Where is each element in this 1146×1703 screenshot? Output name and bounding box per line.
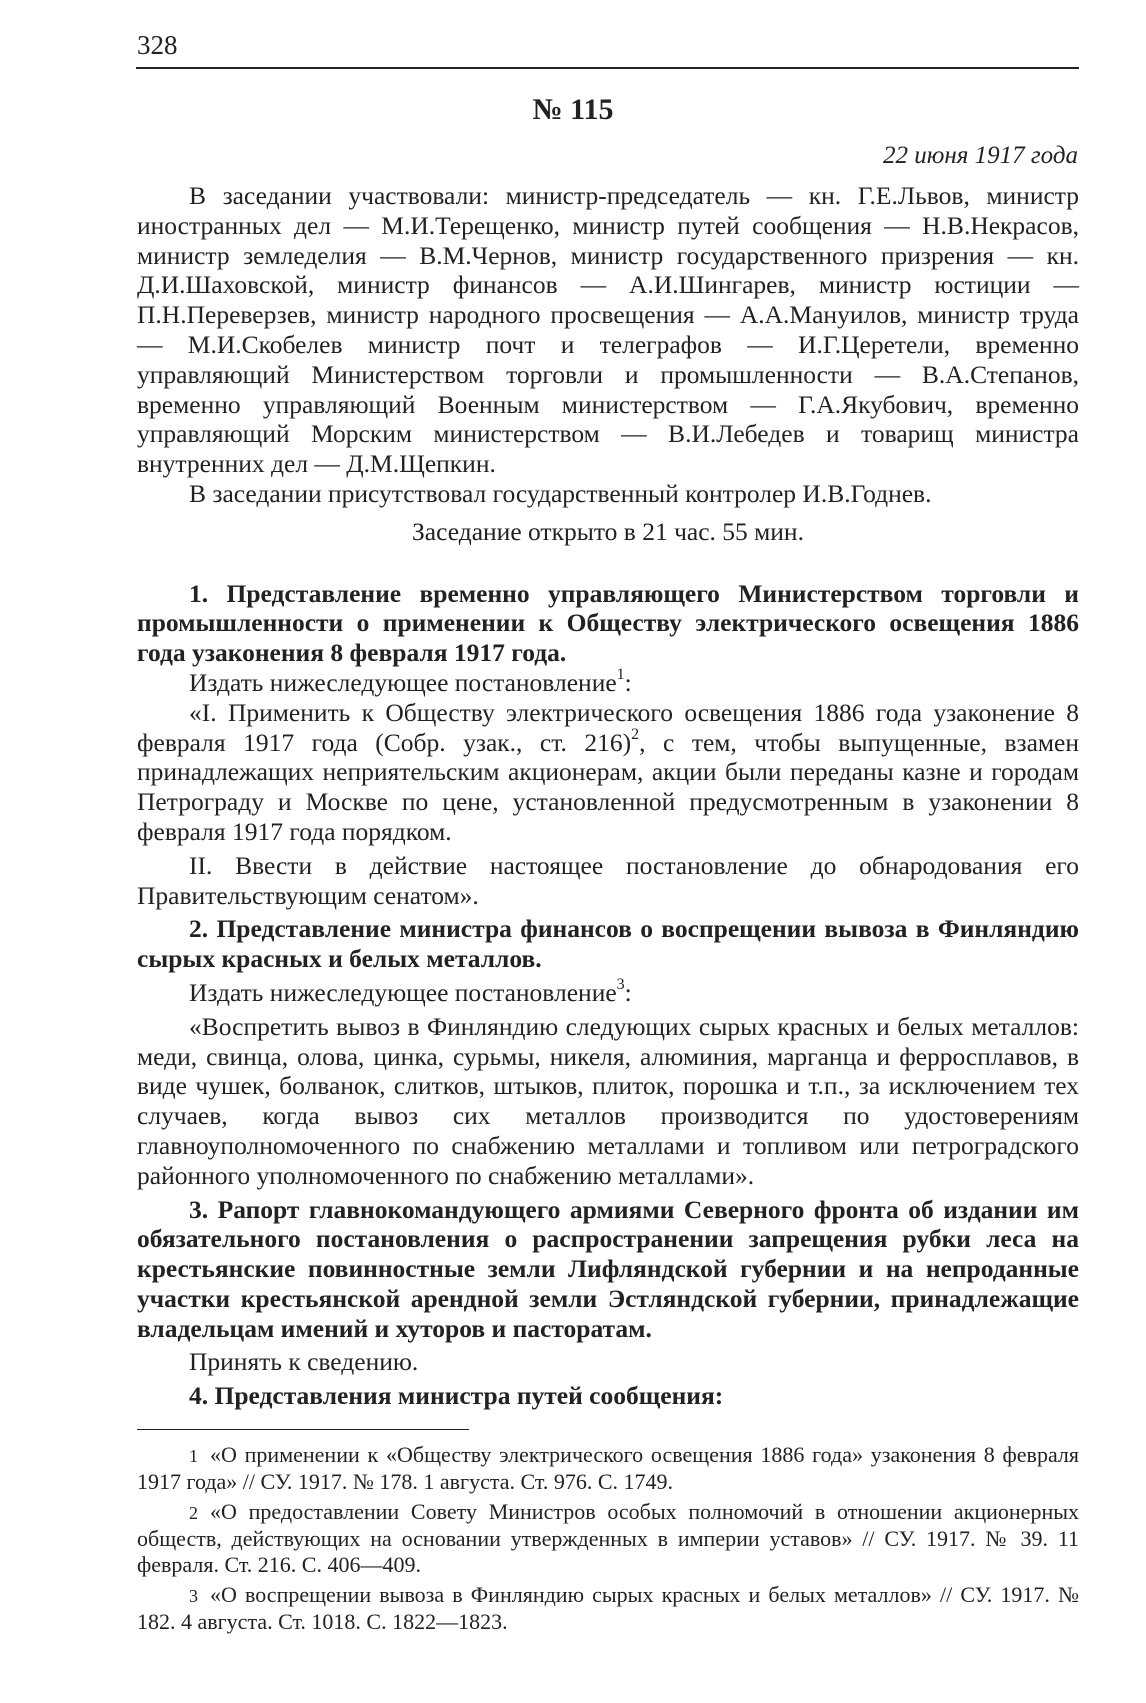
header-rule	[136, 67, 1079, 69]
footnote-rule	[137, 1429, 469, 1430]
item-2-heading: 2. Представление министра финансов о воспрещении вывоза в Финляндию сырых красных и белых металлов.	[137, 914, 1079, 974]
page-number: 328	[137, 30, 178, 60]
item-1-decision-tail: :	[624, 667, 632, 697]
footnote-2-text: «О предоставлении Совету Министров особых полномочий в отношении акционерных обществ, действующих на основании утвержденных в империи уставов» // СУ. 1917. № 39. 11 февраля. Ст. 216. С. 406—409.	[137, 1499, 1079, 1578]
item-3-decision: Принять к сведению.	[189, 1347, 419, 1377]
document-date: 22 июня 1917 года	[883, 142, 1078, 169]
footnote-3-text: «О воспрещении вывоза в Финляндию сырых красных и белых металлов» // СУ. 1917. № 182. 4 августа. Ст. 1018. С. 1822—1823.	[137, 1582, 1079, 1635]
item-1-decision	[137, 668, 1079, 698]
item-1-decision-text: Издать нижеследующее постановление	[189, 667, 617, 697]
item-2-decision	[137, 978, 1079, 1008]
document-number: № 115	[532, 93, 614, 126]
item-1-point-2: II. Ввести в действие настоящее постановление до обнародования его Правительствующим сенатом».	[137, 850, 1079, 910]
item-1-point-1-text-a: «I. Применить к Обществу электрического освещения 1886 года узаконение 8 февраля 1917 года (Собр. узак., ст. 216)	[137, 697, 1079, 757]
item-2-decision-text: Издать нижеследующее постановление	[189, 977, 617, 1007]
footnote-ref-1: 1	[616, 666, 625, 684]
item-1-point-1	[137, 698, 1079, 847]
item-1-heading: 1. Представление временно управляющего Министерством торговли и промышленности о применении к Обществу электрического освещения 1886 года узаконения 8 февраля 1917 года.	[137, 578, 1079, 668]
footnote-1-text: «О применении к «Обществу электрического освещения 1886 года» узаконения 8 февраля 1917 года» // СУ. 1917. № 178. 1 августа. Ст. 976. С. 1749.	[137, 1442, 1079, 1495]
item-2-text: «Воспретить вывоз в Финляндию следующих сырых красных и белых металлов: меди, свинца, олова, цинка, сурьмы, никеля, алюминия, марганца и ферросплавов, в виде чушек, болванок, слитков, штыков, плиток, порошка и т.п., за исключением тех случаев, когда вывоз сих металлов производится по удостоверениям главноуполномоченного по снабжению металлами и топливом или петроградского районного уполномоченного по снабжению металлами».	[137, 1011, 1079, 1190]
present-paragraph: В заседании присутствовал государственный контролер И.В.Годнев.	[189, 478, 932, 508]
footnote-2	[137, 1499, 1079, 1578]
item-3-heading: 3. Рапорт главнокомандующего армиями Северного фронта об издании им обязательного постановления о распространении запрещения рубки леса на крестьянские повинностные земли Лифляндской губернии и на непроданные участки крестьянской арендной земли Эстляндской губернии, принадлежащие владельцам имений и хуторов и пасторатам.	[137, 1194, 1079, 1343]
footnote-3-mark: 3	[189, 1586, 198, 1607]
footnote-1	[137, 1442, 1079, 1495]
footnote-ref-2: 2	[631, 726, 640, 744]
session-opened: Заседание открыто в 21 час. 55 мин.	[412, 516, 804, 546]
participants-paragraph: В заседании участвовали: министр-председатель — кн. Г.Е.Львов, министр иностранных дел — М.И.Терещенко, министр путей сообщения — Н.В.Некрасов, министр земледелия — В.М.Чернов, министр государственного призрения — кн. Д.И.Шаховской, министр финансов — А.И.Шингарев, министр юстиции — П.Н.Переверзев, министр народного просвещения — А.А.Мануилов, министр труда — М.И.Скобелев министр почт и телеграфов — И.Г.Церетели, временно управляющий Министерством торговли и промышленности — В.А.Степанов, временно управляющий Военным министерством — Г.А.Якубович, временно управляющий Морским министерством — В.И.Лебедев и товарищ министра внутренних дел — Д.М.Щепкин.	[137, 181, 1079, 479]
footnote-ref-3: 3	[616, 976, 625, 994]
document-body	[137, 181, 1079, 1639]
item-2-decision-tail: :	[624, 977, 632, 1007]
footnote-1-mark: 1	[189, 1446, 198, 1467]
item-4-heading: 4. Представления министра путей сообщения:	[189, 1381, 724, 1411]
footnote-3	[137, 1582, 1079, 1635]
footnotes	[137, 1442, 1079, 1635]
footnote-2-mark: 2	[189, 1503, 198, 1524]
item-1-point-1-text-b: , с тем, чтобы выпущенные, взамен принадлежащих неприятельским акционерам, акции были переданы казне и городам Петрограду и Москве по цене, установленной предусмотренным в узаконении 8 февраля 1917 года порядком.	[137, 727, 1079, 846]
